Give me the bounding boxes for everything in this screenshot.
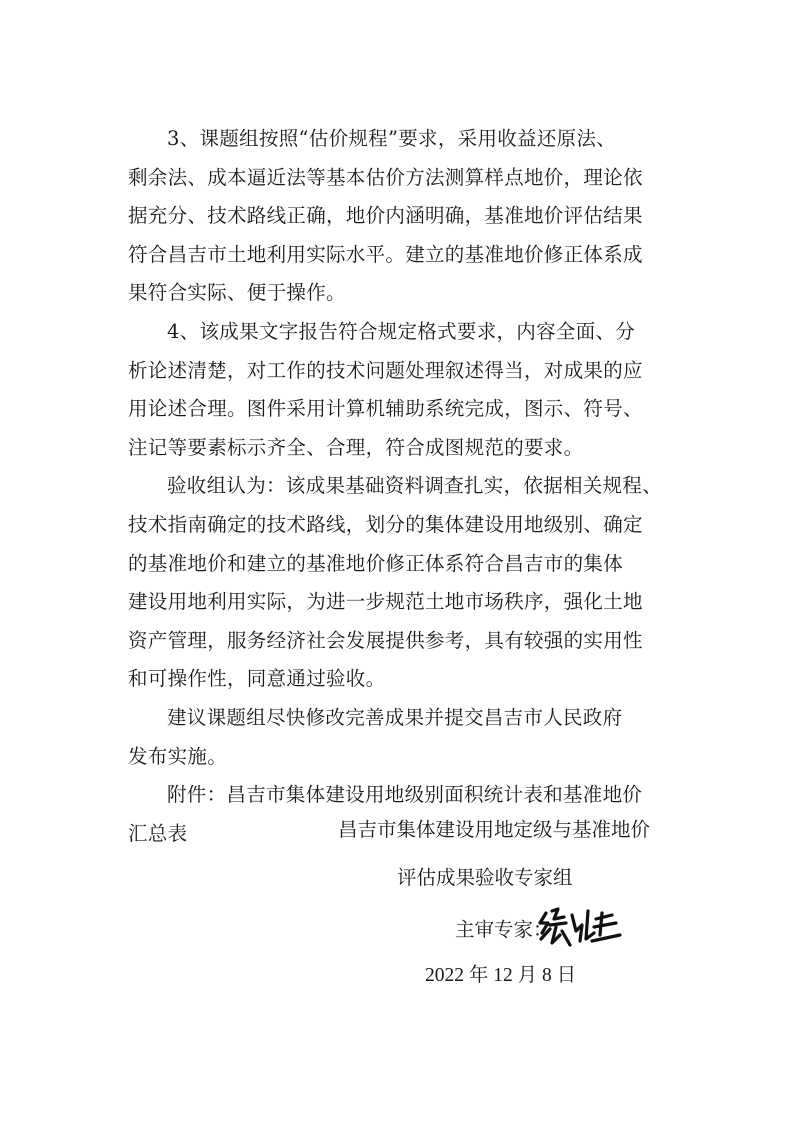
p4-line: 用论述合理。图件采用计算机辅助系统完成，图示、符号、 (128, 397, 643, 421)
suggestion-line: 建议课题组尽快修改完善成果并提交昌吉市人民政府 (167, 705, 623, 729)
handwritten-signature-icon (536, 905, 622, 955)
p4-line: 4、该成果文字报告符合规定格式要求，内容全面、分 (167, 319, 636, 343)
p3-line: 剩余法、成本逼近法等基本估价方法测算样点地价，理论依 (128, 165, 643, 189)
p3-line: 符合昌吉市土地利用实际水平。建立的基准地价修正体系成 (128, 242, 643, 266)
suggestion-line: 发布实施。 (128, 744, 228, 768)
date-line: 2022 年 12 月 8 日 (425, 965, 577, 986)
p3-line: 据充分、技术路线正确，地价内涵明确，基准地价评估结果 (128, 204, 643, 228)
conclusion-line: 和可操作性，同意通过验收。 (128, 667, 386, 691)
conclusion-line: 建设用地利用实际，为进一步规范土地市场秩序，强化土地 (128, 590, 643, 614)
p3-line: 3、课题组按照“估价规程”要求，采用收益还原法、 (167, 127, 617, 150)
p4-line: 注记等要素标示齐全、合理，符合成图规范的要求。 (128, 435, 584, 459)
p3-line: 果符合实际、便于操作。 (128, 281, 346, 305)
p4-line: 析论述清楚，对工作的技术问题处理叙述得当，对成果的应 (128, 358, 643, 382)
org-name-line-2: 评估成果验收专家组 (397, 866, 573, 889)
org-name-line-1: 昌吉市集体建设用地定级与基准地价 (338, 818, 651, 841)
conclusion-line: 验收组认为：该成果基础资料调查扎实，依据相关规程、 (167, 474, 663, 498)
conclusion-line: 资产管理，服务经济社会发展提供参考，具有较强的实用性 (128, 628, 643, 652)
chief-expert-label: 主审专家： (455, 918, 553, 941)
conclusion-line: 技术指南确定的技术路线，划分的集体建设用地级别、确定 (128, 512, 643, 536)
attachment-line: 附件：昌吉市集体建设用地级别面积统计表和基准地价 (167, 783, 643, 807)
attachment-line: 汇总表 (128, 821, 188, 845)
body-text (128, 120, 668, 853)
conclusion-line: 的基准地价和建立的基准地价修正体系符合昌吉市的集体 (128, 551, 624, 575)
